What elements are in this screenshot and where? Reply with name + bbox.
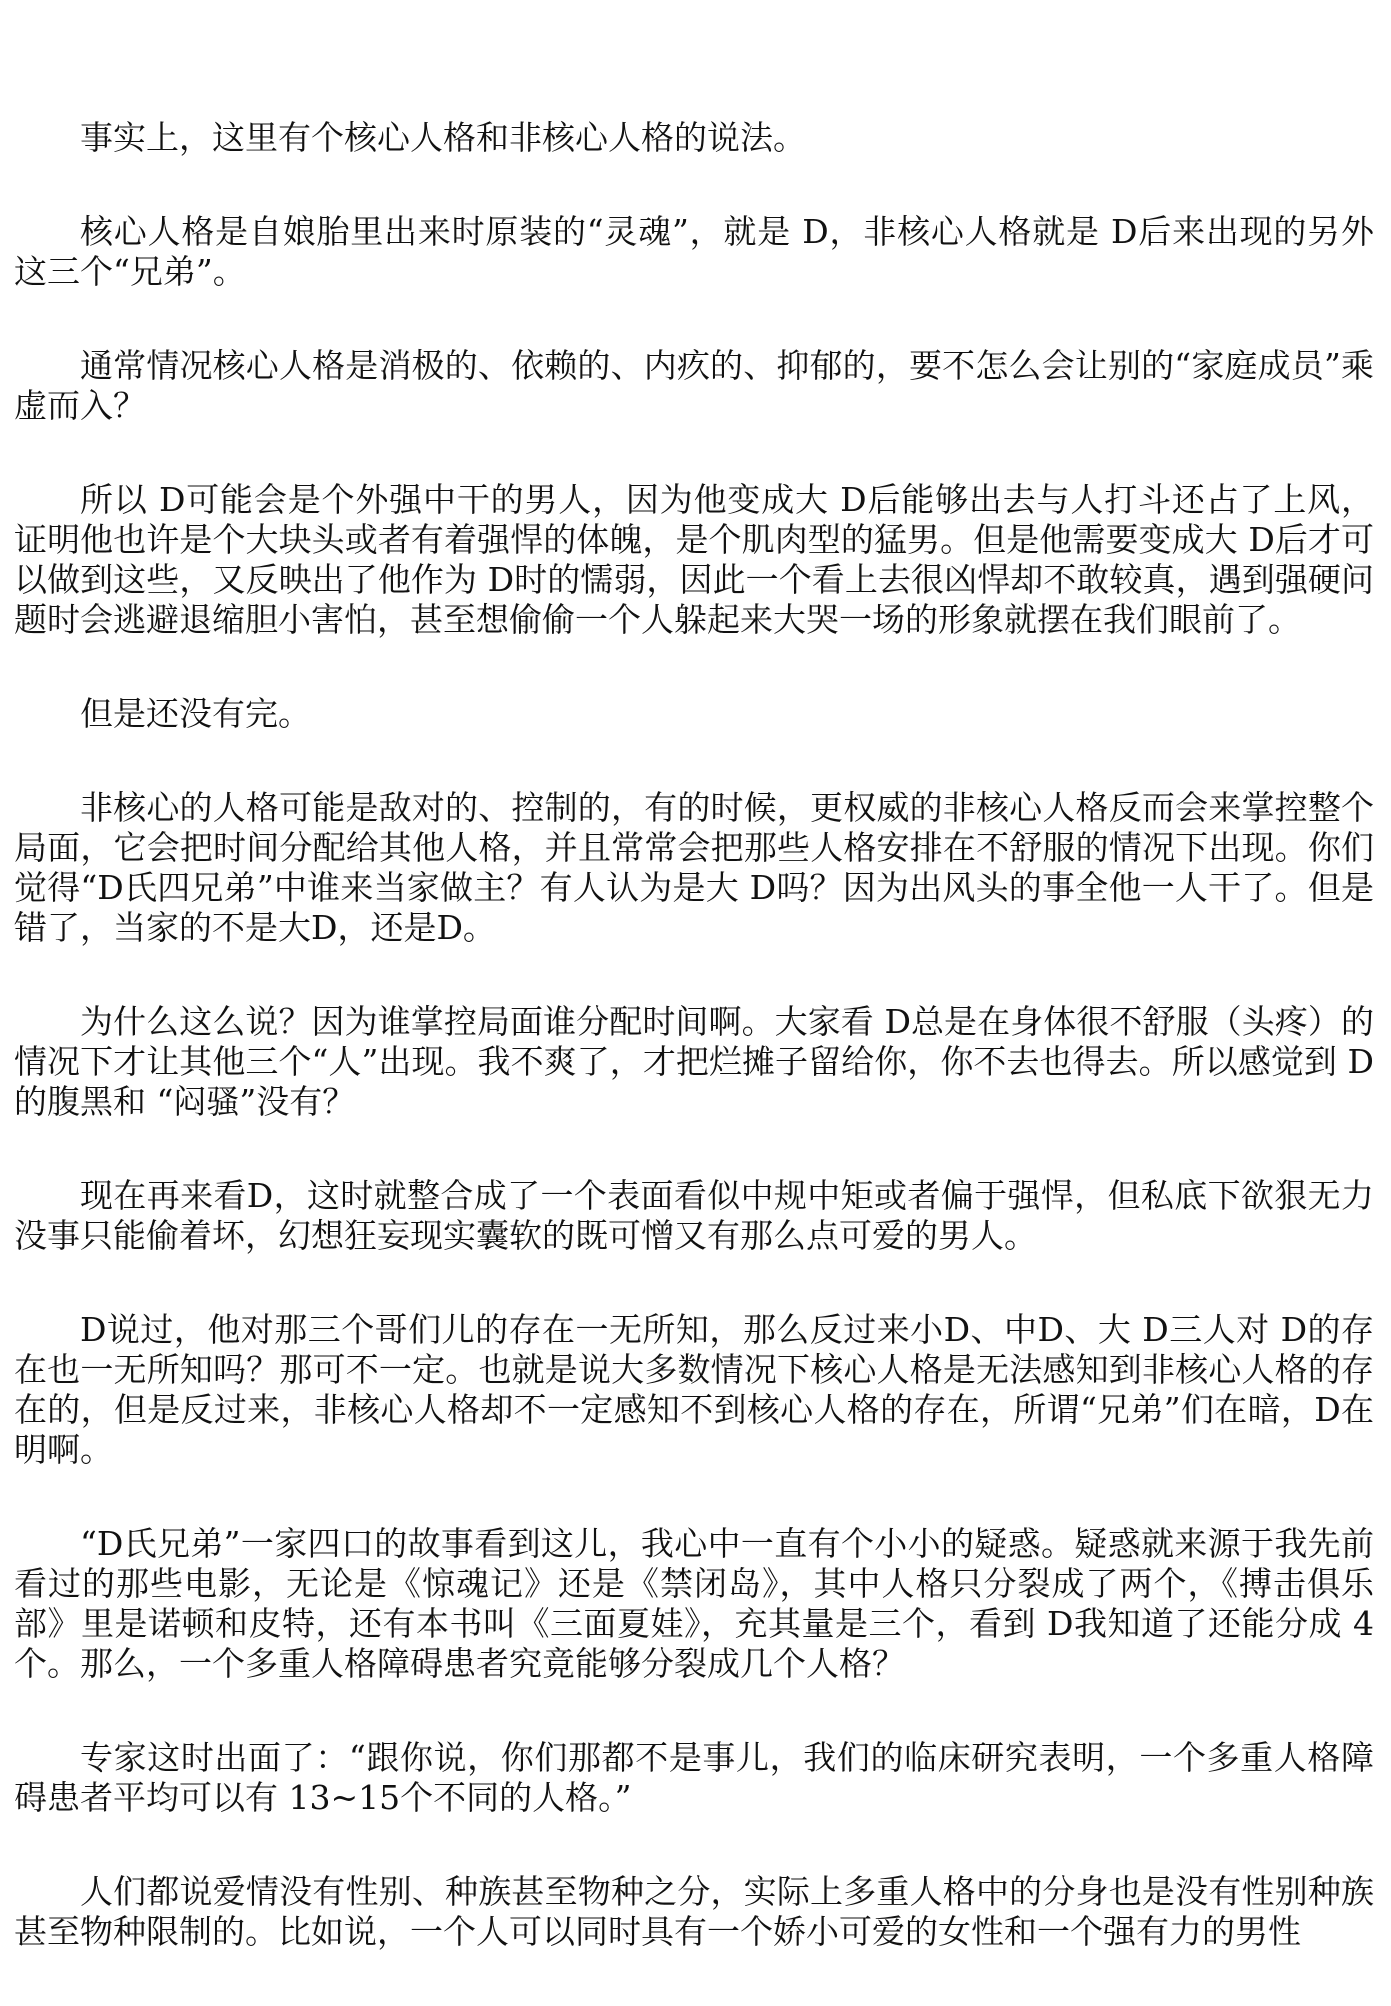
paragraph: “D氏兄弟”一家四口的故事看到这儿，我心中一直有个小小的疑惑。疑惑就来源于我先前看过的那些电影，无论是《惊魂记》还是《禁闭岛》，其中人格只分裂成了两个，《搏击俱乐部》里是诺顿和皮特，还有本书叫《三面夏娃》，充其量是三个，看到 D我知道了还能分成 4个。那么，一个多重人格障碍患者究竟能够分裂成几个人格？ (14, 1524, 1374, 1683)
paragraph: 为什么这么说？因为谁掌控局面谁分配时间啊。大家看 D总是在身体很不舒服（头疼）的情况下才让其他三个“人”出现。我不爽了，才把烂摊子留给你，你不去也得去。所以感觉到 D的腹黑和 “闷骚”没有？ (14, 1002, 1374, 1121)
paragraph: D说过，他对那三个哥们儿的存在一无所知，那么反过来小D、中D、大 D三人对 D的存在也一无所知吗？那可不一定。也就是说大多数情况下核心人格是无法感知到非核心人格的存在的，但是反过来，非核心人格却不一定感知不到核心人格的存在，所谓“兄弟”们在暗，D在明啊。 (14, 1310, 1374, 1469)
paragraph: 人们都说爱情没有性别、种族甚至物种之分，实际上多重人格中的分身也是没有性别种族甚至物种限制的。比如说，一个人可以同时具有一个娇小可爱的女性和一个强有力的男性 (14, 1872, 1374, 1951)
document-body (14, 118, 1374, 2006)
paragraph: 通常情况核心人格是消极的、依赖的、内疚的、抑郁的，要不怎么会让别的“家庭成员”乘虚而入？ (14, 346, 1374, 425)
paragraph: 现在再来看D，这时就整合成了一个表面看似中规中矩或者偏于强悍，但私底下欲狠无力没事只能偷着坏，幻想狂妄现实囊软的既可憎又有那么点可爱的男人。 (14, 1176, 1374, 1255)
paragraph: 事实上，这里有个核心人格和非核心人格的说法。 (80, 118, 806, 157)
paragraph: 所以 D可能会是个外强中干的男人，因为他变成大 D后能够出去与人打斗还占了上风，证明他也许是个大块头或者有着强悍的体魄，是个肌肉型的猛男。但是他需要变成大 D后才可以做到这些，又反映出了他作为 D时的懦弱，因此一个看上去很凶悍却不敢较真，遇到强硬问题时会逃避退缩胆小害怕，甚至想偷偷一个人躲起来大哭一场的形象就摆在我们眼前了。 (14, 480, 1374, 639)
paragraph: 但是还没有完。 (80, 694, 311, 733)
paragraph: 非核心的人格可能是敌对的、控制的，有的时候，更权威的非核心人格反而会来掌控整个局面，它会把时间分配给其他人格，并且常常会把那些人格安排在不舒服的情况下出现。你们觉得“D氏四兄弟”中谁来当家做主？有人认为是大 D吗？因为出风头的事全他一人干了。但是错了，当家的不是大D，还是D。 (14, 788, 1374, 947)
paragraph: 专家这时出面了：“跟你说，你们那都不是事儿，我们的临床研究表明，一个多重人格障碍患者平均可以有 13~15个不同的人格。” (14, 1738, 1374, 1817)
paragraph: 核心人格是自娘胎里出来时原装的“灵魂”，就是 D，非核心人格就是 D后来出现的另外这三个“兄弟”。 (14, 212, 1374, 291)
